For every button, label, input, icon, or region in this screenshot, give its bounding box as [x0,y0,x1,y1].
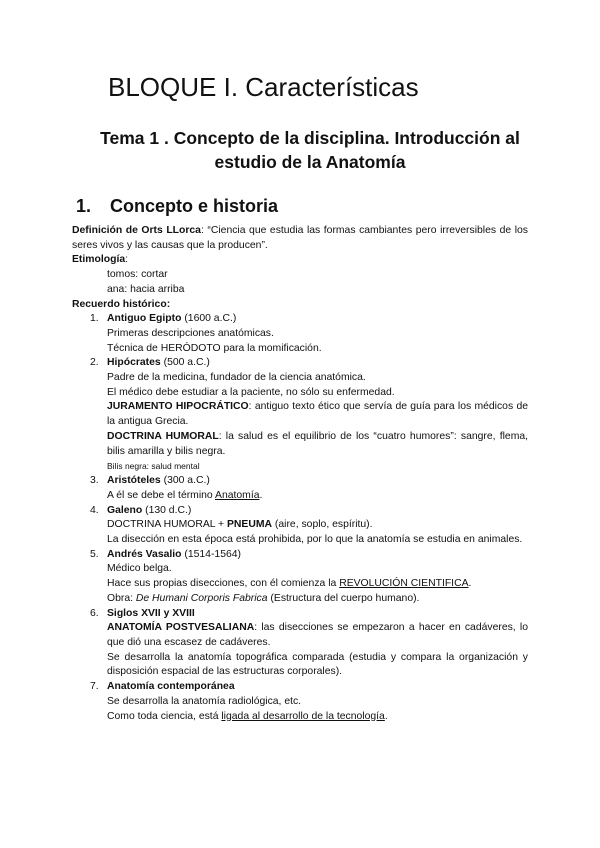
topic-title-line2: estudio de la Anatomía [214,152,406,172]
item-line: Se desarrolla la anatomía topográfica comparada (estudia y compara la organización y disposición espacial de las estructuras corporales). [107,651,528,678]
item-title: Galeno [107,504,143,516]
item-line: Se desarrolla la anatomía radiológica, etc. [107,695,302,707]
item-date: (500 a.C.) [160,357,210,369]
item-title: Hipócrates [107,357,161,369]
definition-label: Definición de Orts LLorca [72,225,201,236]
section-title: Concepto e historia [110,196,279,216]
handwritten-note: Bilis negra: salud mental [107,461,200,472]
history-item-centuries [72,607,528,681]
item-date: (130 d.C.) [142,504,192,516]
humoral-paragraph [107,430,528,459]
pneuma-term: PNEUMA [227,519,273,531]
history-item-aristotle [72,474,528,503]
history-item-galen [72,504,528,548]
item-date: (300 a.C.) [160,475,210,487]
postvesalian-paragraph [107,621,528,650]
item-number: 4. [90,504,99,516]
item-line: Médico belga. [107,563,172,575]
item-line: Padre de la medicina, fundador de la ciencia anatómica. [107,372,366,384]
item-number: 5. [90,548,99,560]
history-item-egypt [72,312,528,356]
postvesalian-text: : las disecciones se empezaron a hacer en cadáveres, lo que dió una escasez de cadáveres. [107,622,528,648]
history-item-vesalius [72,548,528,607]
underlined-term: Anatomía [215,489,260,501]
etymology-heading [72,253,528,268]
postvesalian-label: ANATOMÍA POSTVESALIANA [107,622,255,634]
item-text: (Estructura del cuerpo humano). [267,592,420,604]
oath-paragraph [107,400,528,429]
item-number: 7. [90,681,99,693]
item-title: Anatomía contemporánea [107,681,235,693]
item-text: Obra: [107,592,136,604]
item-line: Primeras descripciones anatómicas. [107,327,274,339]
item-title: Siglos XVII y XVIII [107,607,195,619]
block-title: BLOQUE I. Características [108,72,419,102]
topic-title-line1: Tema 1 . Concepto de la disciplina. Introducción al [100,128,520,148]
item-text: DOCTRINA HUMORAL + [107,519,227,531]
item-number: 1. [90,313,99,325]
item-line: Técnica de HERÓDOTO para la momificación. [107,342,322,354]
oath-label: JURAMENTO HIPOCRÁTICO [107,401,249,413]
topic-title [100,126,520,174]
document-body [72,224,528,724]
item-line: La disección en esta época está prohibida, por lo que la anatomía se estudia en animales. [107,534,523,546]
history-heading [72,298,528,313]
etymology-label: Etimología [72,254,126,266]
item-text: (aire, soplo, espíritu). [272,519,373,531]
definition-text: : “Ciencia que estudia las formas cambiantes pero irreversibles de los seres vivos y las causas que la producen”. [72,225,528,251]
item-line [107,577,528,592]
definition-paragraph [72,224,528,253]
underlined-term: REVOLUCIÓN CIENTIFICA [339,578,469,590]
history-item-contemporary [72,680,528,724]
humoral-text: : la salud es el equilibrio de los “cuatro humores”: sangre, flema, bilis amarilla y bilis negra. [107,430,529,457]
etymology-line: tomos: cortar [107,269,168,281]
item-text: Como toda ciencia, está [107,710,222,722]
item-line [107,518,528,533]
item-text: . [259,489,263,501]
item-title: Aristóteles [107,475,161,487]
item-text: . [468,578,472,590]
underlined-term: ligada al desarrollo de la tecnología [221,710,385,722]
item-line [107,710,528,725]
item-line [107,592,528,607]
item-text: . [384,710,388,722]
item-title: Antiguo Egipto [107,313,182,325]
work-title: De Humani Corporis Fabrica [135,592,268,604]
item-date: (1600 a.C.) [181,313,237,325]
section-number: 1. [76,196,92,216]
oath-text: : antiguo texto ético que servía de guía para los médicos de la antigua Grecia. [107,401,528,428]
history-label: Recuerdo histórico: [72,298,171,310]
history-item-hippocrates [72,356,528,474]
etymology-colon: : [125,254,129,266]
item-number: 3. [90,475,99,487]
item-date: (1514-1564) [181,548,241,560]
item-number: 2. [90,357,99,369]
item-text: A él se debe el término [107,489,216,501]
section-heading [76,196,278,217]
item-text: Hace sus propias disecciones, con él comienza la [107,578,340,590]
item-line [107,489,528,504]
etymology-line: ana: hacia arriba [107,283,185,295]
item-number: 6. [90,607,99,619]
humoral-label: DOCTRINA HUMORAL [107,430,219,442]
item-title: Andrés Vasalio [107,548,182,560]
item-line: El médico debe estudiar a la paciente, no sólo su enfermedad. [107,386,395,398]
